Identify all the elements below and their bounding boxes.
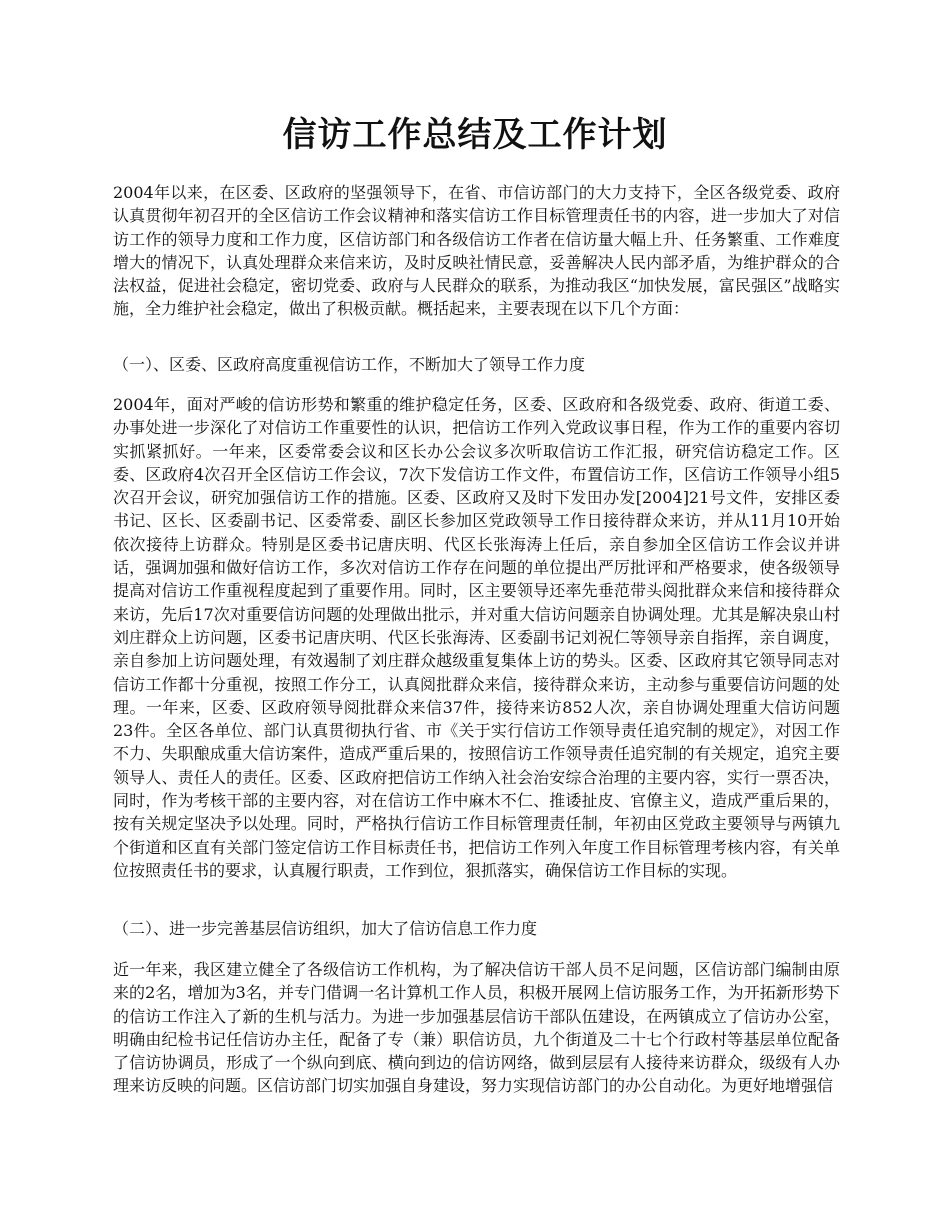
section-heading-1: （一）、区委、区政府高度重视信访工作，不断加大了领导工作力度 [113, 355, 586, 374]
body-paragraph-section-2: 近一年来，我区建立健全了各级信访工作机构，为了解决信访干部人员不足问题，区信访部门编制由原来的2名，增加为3名，并专门借调一名计算机工作人员，积极开展网上信访服务工作，为开拓新形势下的信访工作注入了新的生机与活力。为进一步加强基层信访干部队伍建设，在两镇成立了信访办公室，明确由纪检书记任信访办主任，配备了专（兼）职信访员，九个街道及二十七个行政村等基层单位配备了信访协调员，形成了一个纵向到底、横向到边的信访网络，做到层层有人接待来访群众，级级有人办理来访反映的问题。区信访部门切实加强自身建设，努力实现信访部门的办公自动化。为更好地增强信 [113, 960, 840, 1096]
body-paragraph-section-1: 2004年，面对严峻的信访形势和繁重的维护稳定任务，区委、区政府和各级党委、政府、街道工委、办事处进一步深化了对信访工作重要性的认识，把信访工作列入党政议事日程，作为工作的重要内容切实抓紧抓好。一年来，区委常委会议和区长办公会议多次听取信访工作汇报，研究信访稳定工作。区委、区政府4次召开全区信访工作会议，7次下发信访工作文件，布置信访工作，区信访工作领导小组5次召开会议，研究加强信访工作的措施。区委、区政府又及时下发田办发[2004]21号文件，安排区委书记、区长、区委副书记、区委常委、副区长参加区党政领导工作日接待群众来访，并从11月10开始依次接待上访群众。特别是区委书记唐庆明、代区长张海涛上任后，亲自参加全区信访工作会议并讲话，强调加强和做好信访工作，多次对信访工作存在问题的单位提出严厉批评和严格要求，使各级领导提高对信访工作重视程度起到了重要作用。同时，区主要领导还率先垂范带头阅批群众来信和接待群众来访，先后17次对重要信访问题的处理做出批示，并对重大信访问题亲自协调处理。尤其是解决泉山村刘庄群众上访问题，区委书记唐庆明、代区长张海涛、区委副书记刘祝仁等领导亲自指挥，亲自调度，亲自参加上访问题处理，有效遏制了刘庄群众越级重复集体上访的势头。区委、区政府其它领导同志对信访工作都十分重视，按照工作分工，认真阅批群众来信，接待群众来访，主动参与重要信访问题的处理。一年来，区委、区政府领导阅批群众来信37件，接待来访852人次，亲自协调处理重大信访问题23件。全区各单位、部门认真贯彻执行省、市《关于实行信访工作领导责任追究制的规定》，对因工作不力、失职酿成重大信访案件，造成严重后果的，按照信访工作领导责任追究制的有关规定，追究主要领导人、责任人的责任。区委、区政府把信访工作纳入社会治安综合治理的主要内容，实行一票否决，同时，作为考核干部的主要内容，对在信访工作中麻木不仁、推诿扯皮、官僚主义，造成严重后果的，按有关规定坚决予以处理。同时，严格执行信访工作目标管理责任制，年初由区党政主要领导与两镇九个街道和区直有关部门签定信访工作目标责任书，把信访工作列入年度工作目标管理考核内容，有关单位按照责任书的要求，认真履行职责，工作到位，狠抓落实，确保信访工作目标的实现。 [113, 395, 840, 880]
body-paragraph-intro: 2004年以来，在区委、区政府的坚强领导下，在省、市信访部门的大力支持下，全区各级党委、政府认真贯彻年初召开的全区信访工作会议精神和落实信访工作目标管理责任书的内容，进一步加大了对信访工作的领导力度和工作力度，区信访部门和各级信访工作者在信访量大幅上升、任务繁重、工作难度增大的情况下，认真处理群众来信来访，及时反映社情民意，妥善解决人民内部矛盾，为维护群众的合法权益，促进社会稳定，密切党委、政府与人民群众的联系，为推动我区“加快发展，富民强区”战略实施，全力维护社会稳定，做出了积极贡献。概括起来，主要表现在以下几个方面： [113, 183, 840, 319]
section-heading-2: （二）、进一步完善基层信访组织，加大了信访信息工作力度 [113, 919, 538, 938]
document-title: 信访工作总结及工作计划 [282, 115, 668, 155]
